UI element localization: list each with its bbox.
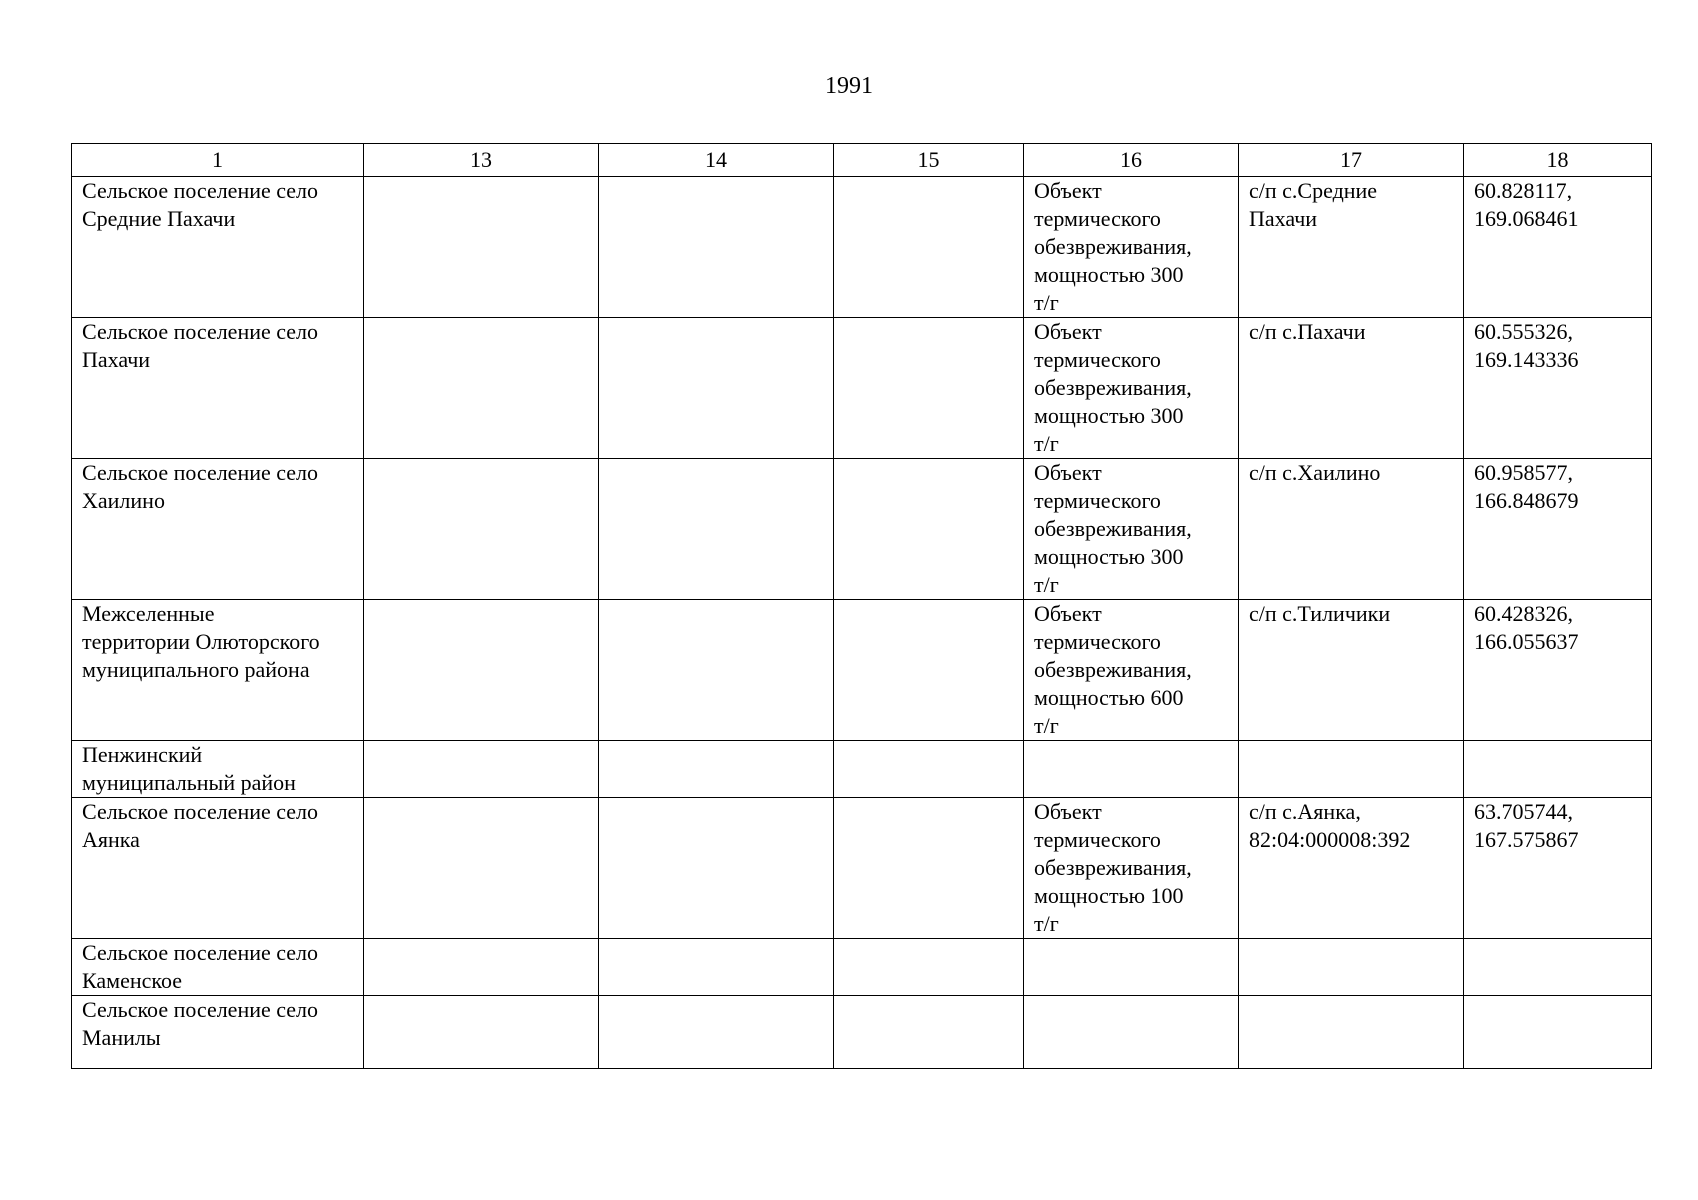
col-15-cell: [834, 741, 1024, 798]
location-cell: [1239, 177, 1464, 318]
col-14-cell: [599, 798, 834, 939]
col-13-cell: [364, 741, 599, 798]
facility-description: Объект термического обезвреживания, мощностью 300 т/г: [1034, 460, 1192, 597]
col-13-cell: [364, 177, 599, 318]
col-13-cell: [364, 600, 599, 741]
table-row: [72, 741, 1652, 798]
coordinates-text: 60.958577, 166.848679: [1474, 460, 1579, 513]
table-row: [72, 996, 1652, 1069]
facility-cell: [1024, 741, 1239, 798]
facility-cell: [1024, 459, 1239, 600]
page-number: 1991: [825, 73, 873, 99]
coordinates-text: 60.555326, 169.143336: [1474, 319, 1579, 372]
col-15-cell: [834, 798, 1024, 939]
col-14-cell: [599, 741, 834, 798]
coordinates-cell: [1464, 741, 1652, 798]
location-text: с/п с.Хаилино: [1249, 460, 1381, 485]
location-cell: [1239, 939, 1464, 996]
col-14-cell: [599, 318, 834, 459]
settlement-cell: [72, 318, 364, 459]
table-header: [72, 144, 1652, 177]
location-cell: [1239, 318, 1464, 459]
location-text: с/п с.Средние Пахачи: [1249, 178, 1378, 231]
header-cell-col-15: 15: [834, 144, 1024, 177]
col-14-cell: [599, 939, 834, 996]
header-row: [72, 144, 1652, 177]
facility-cell: [1024, 600, 1239, 741]
facility-cell: [1024, 996, 1239, 1069]
location-cell: [1239, 459, 1464, 600]
table-row: [72, 600, 1652, 741]
header-cell-col-14: 14: [599, 144, 834, 177]
coordinates-cell: [1464, 798, 1652, 939]
data-table: [71, 143, 1652, 1069]
coordinates-cell: [1464, 996, 1652, 1069]
col-13-cell: [364, 318, 599, 459]
coordinates-cell: [1464, 318, 1652, 459]
location-cell: [1239, 798, 1464, 939]
location-text: с/п с.Пахачи: [1249, 319, 1366, 344]
col-15-cell: [834, 939, 1024, 996]
col-15-cell: [834, 177, 1024, 318]
settlement-name: Сельское поселение село Манилы: [82, 997, 319, 1050]
header-cell-col-1: 1: [72, 144, 364, 177]
col-15-cell: [834, 600, 1024, 741]
table-row: [72, 939, 1652, 996]
table-row: [72, 177, 1652, 318]
coordinates-cell: [1464, 459, 1652, 600]
location-text: с/п с.Тиличики: [1249, 601, 1391, 626]
col-13-cell: [364, 798, 599, 939]
col-14-cell: [599, 600, 834, 741]
facility-description: Объект термического обезвреживания, мощностью 300 т/г: [1034, 178, 1192, 315]
location-cell: [1239, 600, 1464, 741]
header-cell-col-16: 16: [1024, 144, 1239, 177]
facility-cell: [1024, 798, 1239, 939]
col-14-cell: [599, 177, 834, 318]
facility-description: Объект термического обезвреживания, мощностью 600 т/г: [1034, 601, 1192, 738]
col-14-cell: [599, 996, 834, 1069]
facility-cell: [1024, 939, 1239, 996]
coordinates-cell: [1464, 939, 1652, 996]
table-row: [72, 798, 1652, 939]
settlement-cell: [72, 600, 364, 741]
settlement-name: Сельское поселение село Пахачи: [82, 319, 319, 372]
header-cell-col-17: 17: [1239, 144, 1464, 177]
location-cell: [1239, 996, 1464, 1069]
facility-description: Объект термического обезвреживания, мощностью 300 т/г: [1034, 319, 1192, 456]
location-cell: [1239, 741, 1464, 798]
col-15-cell: [834, 459, 1024, 600]
settlement-name: Пенжинский муниципальный район: [82, 742, 296, 795]
settlement-cell: [72, 996, 364, 1069]
coordinates-text: 60.828117, 169.068461: [1474, 178, 1579, 231]
header-cell-col-18: 18: [1464, 144, 1652, 177]
settlement-name: Сельское поселение село Аянка: [82, 799, 319, 852]
col-13-cell: [364, 459, 599, 600]
settlement-cell: [72, 798, 364, 939]
settlement-cell: [72, 741, 364, 798]
settlement-name: Сельское поселение село Средние Пахачи: [82, 178, 319, 231]
settlement-cell: [72, 177, 364, 318]
settlement-cell: [72, 939, 364, 996]
facility-description: Объект термического обезвреживания, мощностью 100 т/г: [1034, 799, 1192, 936]
facility-cell: [1024, 177, 1239, 318]
coordinates-text: 60.428326, 166.055637: [1474, 601, 1579, 654]
header-cell-col-13: 13: [364, 144, 599, 177]
coordinates-cell: [1464, 600, 1652, 741]
settlement-name: Сельское поселение село Хаилино: [82, 460, 319, 513]
table-row: [72, 459, 1652, 600]
col-14-cell: [599, 459, 834, 600]
location-text: с/п с.Аянка, 82:04:000008:392: [1249, 799, 1411, 852]
table-row: [72, 318, 1652, 459]
settlement-name: Сельское поселение село Каменское: [82, 940, 319, 993]
coordinates-text: 63.705744, 167.575867: [1474, 799, 1579, 852]
table-body: [72, 177, 1652, 1069]
facility-cell: [1024, 318, 1239, 459]
col-13-cell: [364, 996, 599, 1069]
settlement-cell: [72, 459, 364, 600]
col-15-cell: [834, 318, 1024, 459]
col-15-cell: [834, 996, 1024, 1069]
settlement-name: Межселенные территории Олюторского муниципального района: [82, 601, 320, 682]
coordinates-cell: [1464, 177, 1652, 318]
col-13-cell: [364, 939, 599, 996]
